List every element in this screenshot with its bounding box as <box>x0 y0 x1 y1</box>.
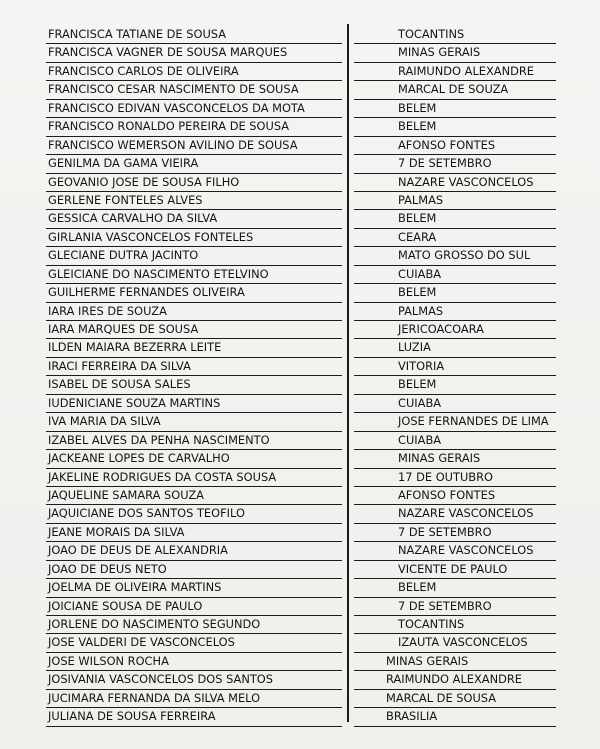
person-name: JULIANA DE SOUSA FERREIRA <box>46 708 342 726</box>
list-row <box>46 266 556 284</box>
location-name: RAIMUNDO ALEXANDRE <box>354 671 556 689</box>
location-name: 7 DE SETEMBRO <box>354 155 556 173</box>
list-row <box>46 284 556 302</box>
list-row <box>46 137 556 155</box>
list-row <box>46 44 556 62</box>
list-row <box>46 358 556 376</box>
list-row <box>46 579 556 597</box>
list-row <box>46 247 556 265</box>
location-name: VICENTE DE PAULO <box>354 561 556 579</box>
person-name: FRANCISCO WEMERSON AVILINO DE SOUSA <box>46 137 342 155</box>
list-row <box>46 192 556 210</box>
person-name: JUCIMARA FERNANDA DA SILVA MELO <box>46 690 342 708</box>
location-name: CUIABA <box>354 432 556 450</box>
person-name: JOELMA DE OLIVEIRA MARTINS <box>46 579 342 597</box>
person-name: GLECIANE DUTRA JACINTO <box>46 247 342 265</box>
location-name: BELEM <box>354 100 556 118</box>
person-name: GIRLANIA VASCONCELOS FONTELES <box>46 229 342 247</box>
location-name: AFONSO FONTES <box>354 137 556 155</box>
location-name: RAIMUNDO ALEXANDRE <box>354 63 556 81</box>
person-name: IARA MARQUES DE SOUSA <box>46 321 342 339</box>
location-name: MARCAL DE SOUSA <box>354 690 556 708</box>
person-name: GUILHERME FERNANDES OLIVEIRA <box>46 284 342 302</box>
person-name: JOSE WILSON ROCHA <box>46 653 342 671</box>
person-name: FRANCISCO EDIVAN VASCONCELOS DA MOTA <box>46 100 342 118</box>
location-name: PALMAS <box>354 303 556 321</box>
location-name: BELEM <box>354 118 556 136</box>
person-name: IRACI FERREIRA DA SILVA <box>46 358 342 376</box>
list-row <box>46 598 556 616</box>
person-name: IVA MARIA DA SILVA <box>46 413 342 431</box>
person-name: JOSIVANIA VASCONCELOS DOS SANTOS <box>46 671 342 689</box>
location-name: BRASILIA <box>354 708 556 726</box>
list-row <box>46 118 556 136</box>
location-name: AFONSO FONTES <box>354 487 556 505</box>
person-name: GESSICA CARVALHO DA SILVA <box>46 210 342 228</box>
person-name: JOAO DE DEUS NETO <box>46 561 342 579</box>
person-name: GERLENE FONTELES ALVES <box>46 192 342 210</box>
location-name: BELEM <box>354 579 556 597</box>
location-name: NAZARE VASCONCELOS <box>354 174 556 192</box>
person-name: JORLENE DO NASCIMENTO SEGUNDO <box>46 616 342 634</box>
list-row <box>46 339 556 357</box>
list-row <box>46 505 556 523</box>
location-name: PALMAS <box>354 192 556 210</box>
list-row <box>46 395 556 413</box>
list-row <box>46 100 556 118</box>
list-row <box>46 561 556 579</box>
location-name: MINAS GERAIS <box>354 450 556 468</box>
list-row <box>46 413 556 431</box>
location-name: CEARA <box>354 229 556 247</box>
location-name: NAZARE VASCONCELOS <box>354 542 556 560</box>
location-name: CUIABA <box>354 266 556 284</box>
person-name: FRANCISCO RONALDO PEREIRA DE SOUSA <box>46 118 342 136</box>
location-name: MINAS GERAIS <box>354 653 556 671</box>
location-name: CUIABA <box>354 395 556 413</box>
location-name: VITORIA <box>354 358 556 376</box>
location-name: TOCANTINS <box>354 616 556 634</box>
location-name: LUZIA <box>354 339 556 357</box>
person-name: JOICIANE SOUSA DE PAULO <box>46 598 342 616</box>
list-row <box>46 634 556 652</box>
person-name: GEOVANIO JOSE DE SOUSA FILHO <box>46 174 342 192</box>
location-name: MATO GROSSO DO SUL <box>354 247 556 265</box>
location-name: 17 DE OUTUBRO <box>354 469 556 487</box>
location-name: 7 DE SETEMBRO <box>354 598 556 616</box>
person-name: GLEICIANE DO NASCIMENTO ETELVINO <box>46 266 342 284</box>
person-name: JEANE MORAIS DA SILVA <box>46 524 342 542</box>
person-name: FRANCISCO CARLOS DE OLIVEIRA <box>46 63 342 81</box>
name-city-list <box>46 26 556 727</box>
person-name: JACKEANE LOPES DE CARVALHO <box>46 450 342 468</box>
location-name: BELEM <box>354 376 556 394</box>
location-name: NAZARE VASCONCELOS <box>354 505 556 523</box>
list-row <box>46 653 556 671</box>
location-name: JOSE FERNANDES DE LIMA <box>354 413 556 431</box>
person-name: IARA IRES DE SOUZA <box>46 303 342 321</box>
person-name: JOAO DE DEUS DE ALEXANDRIA <box>46 542 342 560</box>
location-name: JERICOACOARA <box>354 321 556 339</box>
location-name: 7 DE SETEMBRO <box>354 524 556 542</box>
list-row <box>46 229 556 247</box>
list-row <box>46 469 556 487</box>
person-name: ILDEN MAIARA BEZERRA LEITE <box>46 339 342 357</box>
person-name: FRANCISCA TATIANE DE SOUSA <box>46 26 342 44</box>
list-row <box>46 616 556 634</box>
list-row <box>46 450 556 468</box>
person-name: JAQUICIANE DOS SANTOS TEOFILO <box>46 505 342 523</box>
list-row <box>46 376 556 394</box>
list-row <box>46 303 556 321</box>
list-row <box>46 708 556 726</box>
person-name: ISABEL DE SOUSA SALES <box>46 376 342 394</box>
location-name: BELEM <box>354 284 556 302</box>
location-name: BELEM <box>354 210 556 228</box>
list-row <box>46 671 556 689</box>
location-name: MARCAL DE SOUZA <box>354 81 556 99</box>
location-name: IZAUTA VASCONCELOS <box>354 634 556 652</box>
person-name: IUDENICIANE SOUZA MARTINS <box>46 395 342 413</box>
list-row <box>46 26 556 44</box>
list-row <box>46 210 556 228</box>
list-row <box>46 690 556 708</box>
person-name: IZABEL ALVES DA PENHA NASCIMENTO <box>46 432 342 450</box>
list-row <box>46 63 556 81</box>
list-row <box>46 542 556 560</box>
person-name: FRANCISCO CESAR NASCIMENTO DE SOUSA <box>46 81 342 99</box>
person-name: JAQUELINE SAMARA SOUZA <box>46 487 342 505</box>
person-name: JAKELINE RODRIGUES DA COSTA SOUSA <box>46 469 342 487</box>
list-row <box>46 432 556 450</box>
list-row <box>46 321 556 339</box>
person-name: FRANCISCA VAGNER DE SOUSA MARQUES <box>46 44 342 62</box>
list-row <box>46 524 556 542</box>
location-name: MINAS GERAIS <box>354 44 556 62</box>
list-row <box>46 155 556 173</box>
list-row <box>46 174 556 192</box>
list-row <box>46 487 556 505</box>
person-name: GENILMA DA GAMA VIEIRA <box>46 155 342 173</box>
list-row <box>46 81 556 99</box>
person-name: JOSE VALDERI DE VASCONCELOS <box>46 634 342 652</box>
location-name: TOCANTINS <box>354 26 556 44</box>
